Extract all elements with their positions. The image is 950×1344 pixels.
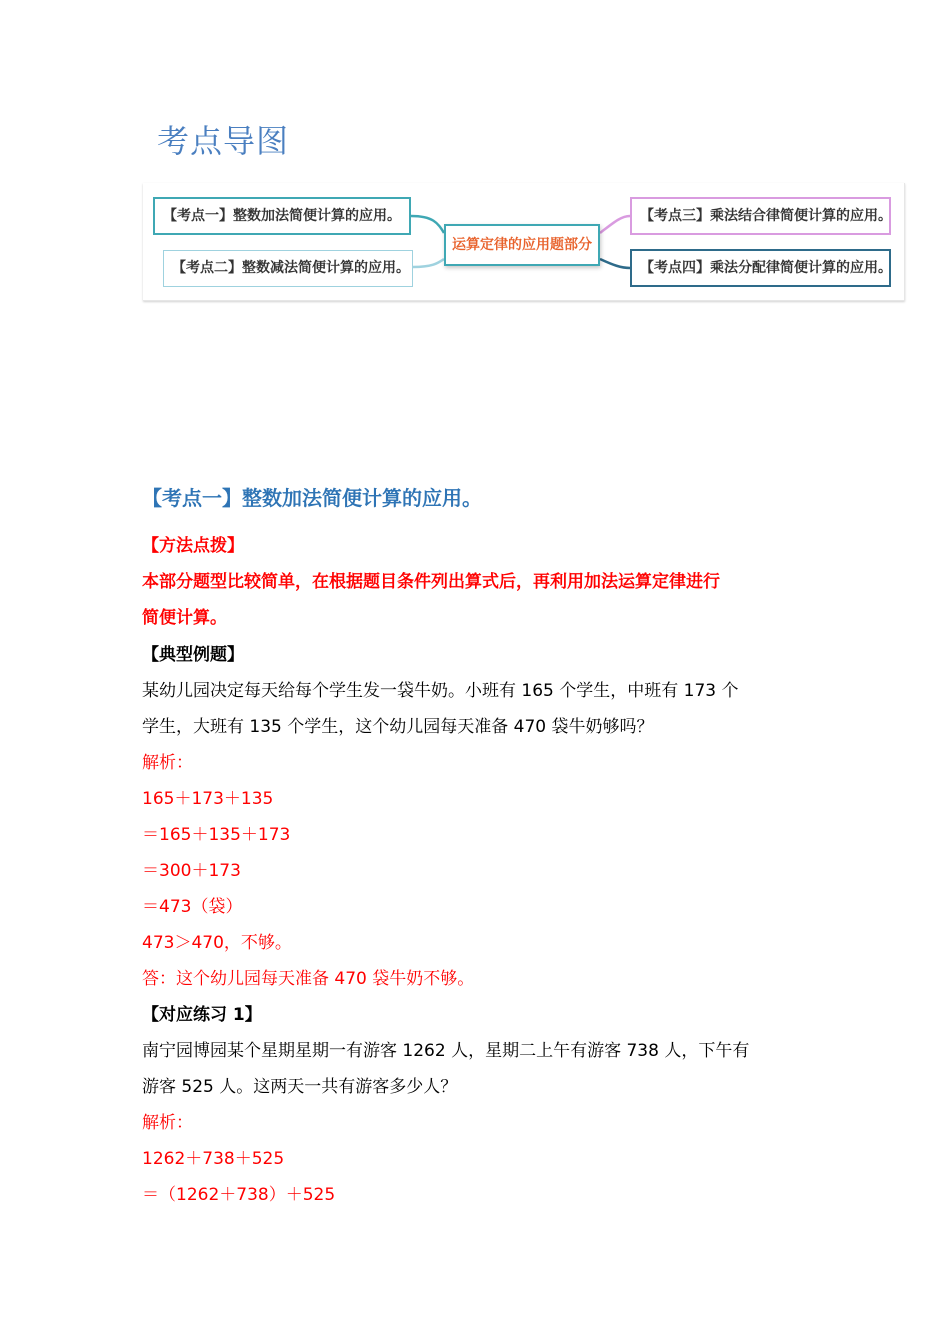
method-line-1: 本部分题型比较简单，在根据题目条件列出算式后，再利用加法运算定律进行 [142, 572, 720, 592]
section-heading: 【考点一】整数加法简便计算的应用。 [142, 486, 482, 510]
practice-solution-label: 解析： [142, 1113, 193, 1133]
mind-map [143, 183, 905, 301]
practice-line-1: 南宁园博园某个星期星期一有游客 1262 人，星期二上午有游客 738 人，下午有 [142, 1041, 750, 1061]
example-solution-label: 解析： [142, 753, 193, 773]
connector-node4 [600, 259, 630, 268]
mindmap-node-3: 【考点三】乘法结合律简便计算的应用。 [630, 197, 891, 235]
connector-node3 [600, 216, 630, 233]
mindmap-node-2: 【考点二】整数减法简便计算的应用。 [163, 250, 413, 287]
mindmap-node-1: 【考点一】整数加法简便计算的应用。 [153, 197, 411, 235]
example-solution-line-1: 165＋173＋135 [142, 789, 274, 809]
example-line-2: 学生，大班有 135 个学生，这个幼儿园每天准备 470 袋牛奶够吗？ [142, 717, 654, 737]
example-solution-line-4: ＝473（袋） [142, 897, 243, 917]
practice-solution-line-2: ＝（1262＋738）＋525 [142, 1185, 336, 1205]
example-solution-line-3: ＝300＋173 [142, 861, 241, 881]
method-label: 【方法点拨】 [142, 536, 244, 556]
example-solution-line-5: 473＞470，不够。 [142, 933, 292, 953]
method-line-2: 简便计算。 [142, 608, 227, 628]
example-line-1: 某幼儿园决定每天给每个学生发一袋牛奶。小班有 165 个学生，中班有 173 个 [142, 681, 739, 701]
mindmap-node-4: 【考点四】乘法分配律简便计算的应用。 [630, 249, 891, 287]
practice-line-2: 游客 525 人。这两天一共有游客多少人？ [142, 1077, 458, 1097]
page-title: 考点导图 [157, 122, 290, 160]
example-label: 【典型例题】 [142, 645, 244, 665]
practice-solution-line-1: 1262＋738＋525 [142, 1149, 285, 1169]
connector-node1 [411, 216, 444, 233]
example-solution-line-2: ＝165＋135＋173 [142, 825, 291, 845]
practice-label: 【对应练习 1】 [142, 1005, 262, 1025]
mindmap-center-node: 运算定律的应用题部分 [444, 224, 600, 266]
connector-node2 [413, 259, 444, 267]
example-answer: 答：这个幼儿园每天准备 470 袋牛奶不够。 [142, 969, 475, 989]
